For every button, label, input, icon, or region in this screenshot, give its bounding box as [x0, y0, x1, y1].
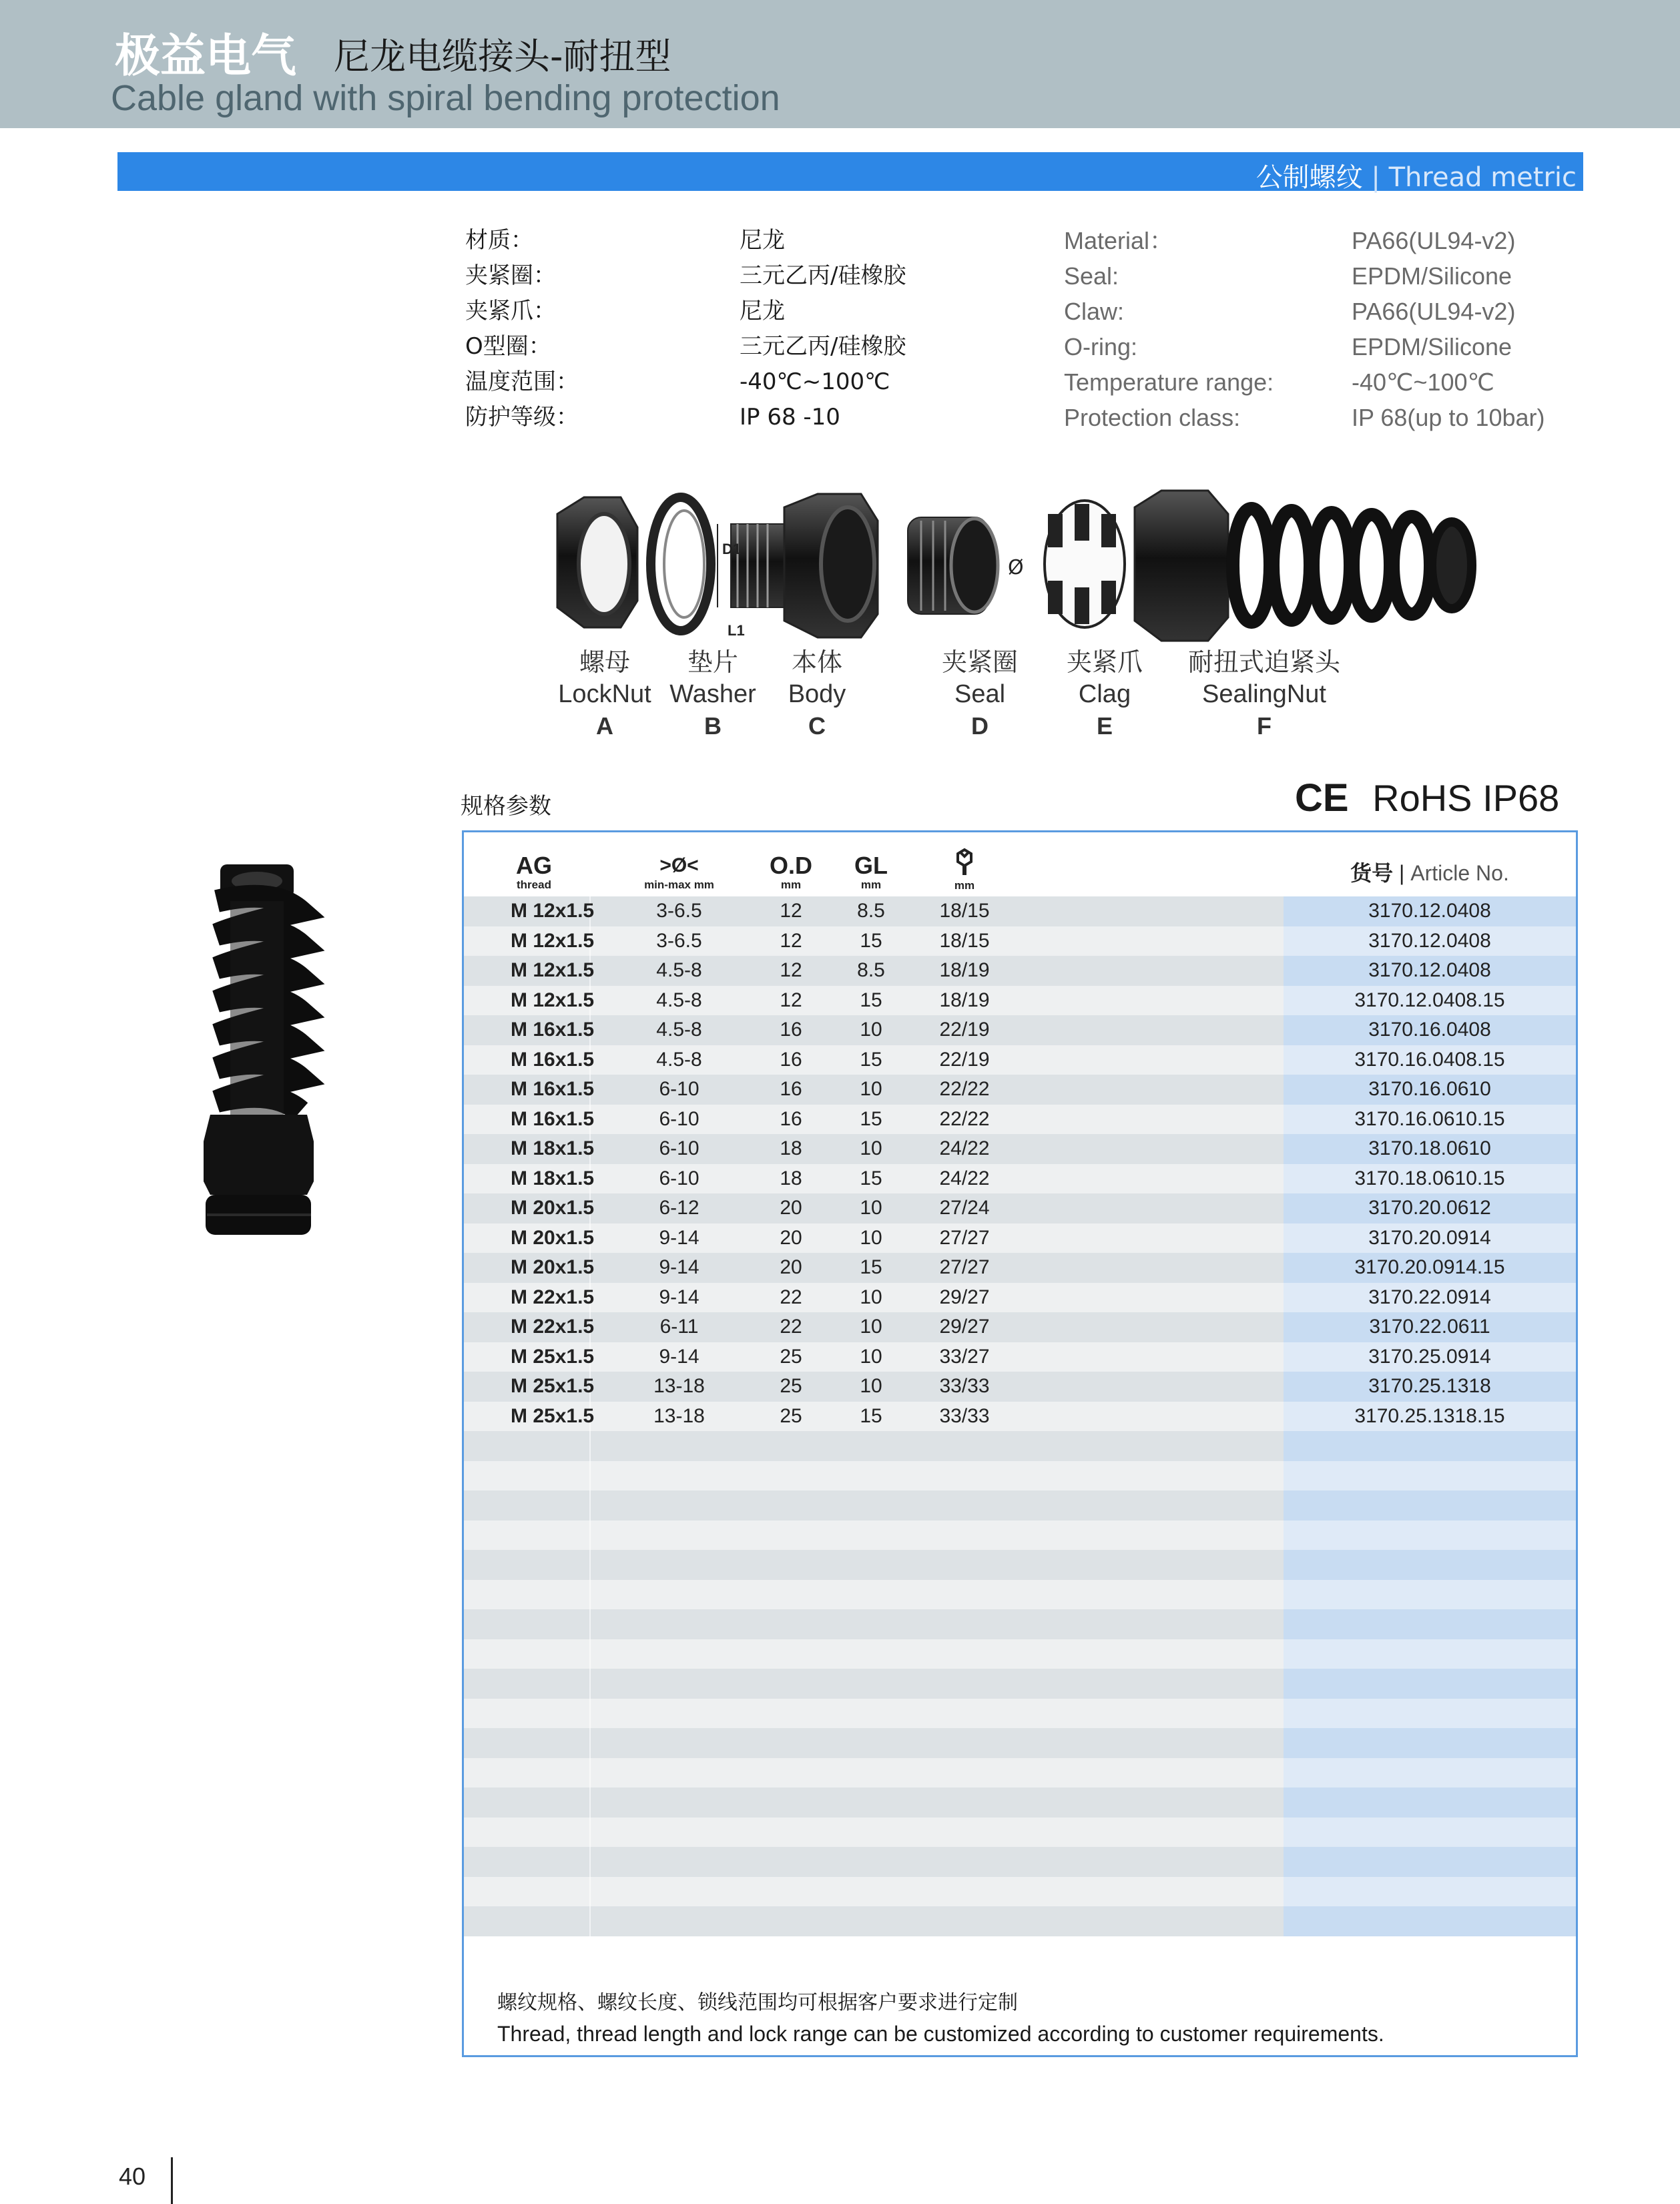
part-label-f: [1164, 646, 1364, 742]
row-wrench: 18/15: [939, 900, 990, 922]
header-od-label: O.D: [769, 852, 812, 879]
row-range: 6-10: [659, 1078, 699, 1100]
row-wrench: 33/27: [939, 1345, 990, 1368]
header-ag: [491, 852, 577, 891]
article-column-shade: [1284, 1818, 1576, 1848]
spec-value: -40℃~100℃: [740, 368, 890, 395]
row-wrench: 18/19: [939, 989, 990, 1011]
row-wrench: 24/22: [939, 1167, 990, 1189]
article-column-shade: [1284, 1699, 1576, 1729]
table-row: [464, 1164, 1576, 1194]
row-gl: 10: [860, 1078, 882, 1100]
row-thread: M 18x1.5: [511, 1167, 595, 1189]
thread-metric-en: Thread metric: [1388, 162, 1577, 193]
row-article: 3170.16.0408.15: [1354, 1048, 1505, 1071]
row-gl: 10: [860, 1286, 882, 1308]
spec-label: 材质：: [465, 227, 533, 254]
part-cn: 螺母: [579, 647, 630, 677]
row-range: 4.5-8: [656, 1019, 702, 1041]
column-separator: [589, 1580, 591, 1610]
header-gl-label: GL: [854, 852, 888, 879]
article-column-shade: [1284, 1431, 1576, 1461]
table-row: [464, 1372, 1576, 1402]
row-article: 3170.16.0610.15: [1354, 1107, 1505, 1130]
page-number-divider: [171, 2157, 173, 2204]
row-article: 3170.12.0408.15: [1354, 989, 1505, 1011]
row-gl: 10: [860, 1019, 882, 1041]
row-od: 18: [780, 1167, 802, 1189]
row-gl: 15: [860, 989, 882, 1011]
empty-table-row: [464, 1877, 1576, 1907]
column-separator: [589, 1461, 591, 1491]
table-body: [464, 896, 1576, 1936]
row-thread: M 12x1.5: [511, 989, 595, 1011]
row-od: 20: [780, 1256, 802, 1278]
spec-labels-en: [1064, 223, 1274, 435]
seal-shape: [908, 517, 1024, 614]
row-od: 25: [780, 1345, 802, 1368]
table-row: [464, 1134, 1576, 1164]
table-header: [464, 832, 1576, 896]
spec-label: 夹紧圈：: [465, 262, 556, 289]
row-od: 16: [780, 1107, 802, 1130]
row-od: 12: [780, 900, 802, 922]
row-article: 3170.20.0914.15: [1354, 1256, 1505, 1278]
column-separator: [589, 1609, 591, 1639]
row-od: 12: [780, 989, 802, 1011]
part-letter: E: [1096, 712, 1113, 740]
row-od: 16: [780, 1019, 802, 1041]
table-row: [464, 1105, 1576, 1135]
empty-table-row: [464, 1699, 1576, 1729]
row-gl: 15: [860, 1107, 882, 1130]
page-header: [0, 0, 1680, 128]
table-row: [464, 1253, 1576, 1283]
part-letter: B: [704, 712, 722, 740]
header-article-cn: 货号: [1350, 860, 1394, 886]
row-article: 3170.20.0914: [1368, 1226, 1491, 1249]
part-cn: 耐扭式迫紧头: [1187, 647, 1340, 677]
column-separator: [589, 1521, 591, 1551]
row-gl: 10: [860, 1375, 882, 1397]
empty-table-row: [464, 1787, 1576, 1818]
row-thread: M 16x1.5: [511, 1048, 595, 1071]
table-row: [464, 956, 1576, 986]
row-wrench: 22/22: [939, 1078, 990, 1100]
row-range: 6-10: [659, 1107, 699, 1130]
ce-mark: CE: [1295, 776, 1349, 820]
thread-metric-sep: |: [1371, 162, 1380, 193]
row-range: 9-14: [659, 1286, 699, 1308]
spec-label: Temperature range:: [1064, 368, 1274, 396]
row-gl: 8.5: [857, 900, 885, 922]
locknut-shape: [557, 497, 637, 627]
row-thread: M 18x1.5: [511, 1137, 595, 1159]
part-cn: 本体: [791, 647, 842, 677]
spec-table: [462, 830, 1578, 2057]
row-article: 3170.22.0611: [1369, 1316, 1490, 1338]
empty-table-row: [464, 1847, 1576, 1877]
row-thread: M 16x1.5: [511, 1107, 595, 1130]
diameter-symbol: Ø: [1008, 556, 1024, 579]
row-range: 9-14: [659, 1345, 699, 1368]
header-od-sub: mm: [780, 878, 802, 891]
empty-table-row: [464, 1431, 1576, 1461]
table-row: [464, 1075, 1576, 1105]
row-thread: M 25x1.5: [511, 1345, 595, 1368]
row-thread: M 25x1.5: [511, 1375, 595, 1397]
empty-table-row: [464, 1490, 1576, 1521]
article-column-shade: [1284, 1758, 1576, 1788]
row-wrench: 33/33: [939, 1375, 990, 1397]
header-wrench: [918, 847, 1011, 892]
row-gl: 15: [860, 929, 882, 952]
empty-table-row: [464, 1906, 1576, 1936]
row-thread: M 22x1.5: [511, 1286, 595, 1308]
header-od: [758, 852, 824, 891]
empty-table-row: [464, 1521, 1576, 1551]
row-thread: M 12x1.5: [511, 959, 595, 981]
spec-label: Claw:: [1064, 298, 1125, 325]
part-label-e: [1038, 646, 1171, 742]
header-wrench-sub: mm: [954, 879, 975, 892]
article-column-shade: [1284, 1580, 1576, 1610]
row-wrench: 29/27: [939, 1316, 990, 1338]
row-article: 3170.18.0610: [1368, 1137, 1491, 1159]
empty-table-row: [464, 1461, 1576, 1491]
spec-value: 尼龙: [740, 227, 785, 254]
table-title: 规格参数: [461, 793, 551, 820]
row-wrench: 24/22: [939, 1137, 990, 1159]
article-column-shade: [1284, 1669, 1576, 1699]
row-range: 4.5-8: [656, 989, 702, 1011]
row-range: 9-14: [659, 1256, 699, 1278]
empty-table-row: [464, 1728, 1576, 1758]
row-thread: M 25x1.5: [511, 1404, 595, 1427]
header-article-en: Article No.: [1410, 861, 1509, 885]
row-wrench: 27/27: [939, 1256, 990, 1278]
spec-value: 尼龙: [740, 298, 785, 324]
row-range: 6-10: [659, 1167, 699, 1189]
table-row: [464, 926, 1576, 956]
table-row: [464, 896, 1576, 926]
article-column-shade: [1284, 1847, 1576, 1877]
row-od: 16: [780, 1048, 802, 1071]
column-separator: [589, 1877, 591, 1907]
spec-value: EPDM/Silicone: [1352, 333, 1512, 360]
spec-value: EPDM/Silicone: [1352, 262, 1512, 290]
part-en: Seal: [954, 680, 1006, 708]
column-separator: [589, 1490, 591, 1521]
row-wrench: 27/24: [939, 1197, 990, 1219]
row-od: 12: [780, 929, 802, 952]
brand-name: 极益电气: [115, 30, 297, 83]
table-row: [464, 1312, 1576, 1342]
sealing-nut-shape: [1135, 491, 1472, 641]
empty-table-row: [464, 1550, 1576, 1580]
title-english: Cable gland with spiral bending protection: [111, 78, 780, 118]
row-thread: M 20x1.5: [511, 1226, 595, 1249]
column-separator: [589, 1431, 591, 1461]
thread-metric-cn: 公制螺纹: [1255, 162, 1363, 193]
row-gl: 15: [860, 1048, 882, 1071]
table-row: [464, 986, 1576, 1016]
row-range: 4.5-8: [656, 959, 702, 981]
row-article: 3170.12.0408: [1368, 959, 1491, 981]
table-row: [464, 1402, 1576, 1432]
row-od: 16: [780, 1078, 802, 1100]
row-thread: M 12x1.5: [511, 929, 595, 952]
spec-values-en: [1352, 223, 1545, 435]
row-article: 3170.12.0408: [1368, 900, 1491, 922]
row-od: 22: [780, 1286, 802, 1308]
spec-value: IP 68 -10: [740, 404, 840, 431]
spec-value: 三元乙丙/硅橡胶: [740, 262, 906, 289]
row-wrench: 18/15: [939, 929, 990, 952]
note-chinese: 螺纹规格、螺纹长度、锁线范围均可根据客户要求进行定制: [497, 1991, 1018, 2014]
d1-label: D1: [722, 541, 742, 557]
article-column-shade: [1284, 1906, 1576, 1936]
clag-shape: [1045, 501, 1125, 627]
spec-label: Protection class:: [1064, 404, 1241, 431]
row-article: 3170.12.0408: [1368, 929, 1491, 952]
body-shape: [718, 494, 878, 639]
row-article: 3170.22.0914: [1368, 1286, 1491, 1308]
row-wrench: 22/19: [939, 1048, 990, 1071]
header-range-label: >Ø<: [659, 854, 699, 876]
row-thread: M 20x1.5: [511, 1256, 595, 1278]
part-cn: 垫片: [687, 647, 738, 677]
table-row: [464, 1193, 1576, 1223]
row-article: 3170.18.0610.15: [1354, 1167, 1505, 1189]
row-article: 3170.25.1318.15: [1354, 1404, 1505, 1427]
table-row: [464, 1342, 1576, 1372]
spec-labels-cn: [465, 223, 579, 435]
row-range: 13-18: [653, 1404, 705, 1427]
spec-value: -40℃~100℃: [1352, 368, 1494, 396]
row-range: 13-18: [653, 1375, 705, 1397]
row-gl: 10: [860, 1226, 882, 1249]
row-range: 9-14: [659, 1226, 699, 1249]
row-range: 4.5-8: [656, 1048, 702, 1071]
spec-label: 夹紧爪：: [465, 298, 556, 324]
part-letter: F: [1257, 712, 1272, 740]
column-separator: [589, 1669, 591, 1699]
spec-value: 三元乙丙/硅橡胶: [740, 333, 906, 360]
row-article: 3170.16.0408: [1368, 1019, 1491, 1041]
title-chinese: 尼龙电缆接头-耐扭型: [334, 35, 671, 77]
certifications: [1295, 776, 1559, 820]
row-article: 3170.25.1318: [1368, 1375, 1491, 1397]
row-od: 18: [780, 1137, 802, 1159]
part-en: Clag: [1078, 680, 1131, 708]
row-article: 3170.20.0612: [1368, 1197, 1491, 1219]
header-range-sub: min-max mm: [644, 878, 714, 891]
spec-value: PA66(UL94-v2): [1352, 298, 1516, 325]
part-label-d: [913, 646, 1047, 742]
table-row: [464, 1223, 1576, 1254]
header-ag-sub: thread: [517, 878, 551, 891]
row-thread: M 20x1.5: [511, 1197, 595, 1219]
empty-table-row: [464, 1609, 1576, 1639]
column-separator: [589, 1758, 591, 1788]
header-gl-sub: mm: [860, 878, 882, 891]
row-od: 12: [780, 959, 802, 981]
row-thread: M 22x1.5: [511, 1316, 595, 1338]
part-label-c: [750, 646, 884, 742]
thread-metric-bar: [117, 152, 1583, 191]
spec-value: PA66(UL94-v2): [1352, 227, 1516, 254]
row-range: 6-10: [659, 1137, 699, 1159]
row-wrench: 33/33: [939, 1404, 990, 1427]
row-wrench: 18/19: [939, 959, 990, 981]
article-column-shade: [1284, 1490, 1576, 1521]
row-article: 3170.16.0610: [1368, 1078, 1491, 1100]
article-column-shade: [1284, 1728, 1576, 1758]
header-range: [624, 852, 734, 891]
row-wrench: 22/19: [939, 1019, 990, 1041]
column-separator: [589, 1639, 591, 1669]
column-separator: [589, 1699, 591, 1729]
page-number: 40: [119, 2163, 146, 2190]
row-wrench: 27/27: [939, 1226, 990, 1249]
part-letter: C: [808, 712, 826, 740]
row-range: 6-11: [659, 1316, 699, 1338]
row-thread: M 12x1.5: [511, 900, 595, 922]
washer-shape: [651, 497, 711, 631]
row-od: 22: [780, 1316, 802, 1338]
row-gl: 15: [860, 1256, 882, 1278]
table-row: [464, 1283, 1576, 1313]
part-letter: A: [596, 712, 613, 740]
row-gl: 8.5: [857, 959, 885, 981]
article-column-shade: [1284, 1609, 1576, 1639]
empty-table-row: [464, 1669, 1576, 1699]
part-cn: 夹紧爪: [1066, 647, 1143, 677]
ip-mark: IP68: [1482, 777, 1560, 819]
row-range: 3-6.5: [656, 929, 702, 952]
article-column-shade: [1284, 1877, 1576, 1907]
part-letter: D: [971, 712, 989, 740]
note-english: Thread, thread length and lock range can be customized according to customer requirements.: [497, 2022, 1384, 2046]
column-separator: [589, 1847, 591, 1877]
part-cn: 夹紧圈: [941, 647, 1018, 677]
row-thread: M 16x1.5: [511, 1019, 595, 1041]
row-wrench: 29/27: [939, 1286, 990, 1308]
spec-label: O-ring:: [1064, 333, 1138, 360]
empty-table-row: [464, 1580, 1576, 1610]
header-article-sep: |: [1399, 861, 1405, 885]
header-gl: [838, 852, 904, 891]
row-od: 20: [780, 1226, 802, 1249]
spec-label: Seal:: [1064, 262, 1119, 290]
row-range: 6-12: [659, 1197, 699, 1219]
column-separator: [589, 1906, 591, 1936]
part-en: Body: [788, 680, 846, 708]
table-row: [464, 1015, 1576, 1045]
article-column-shade: [1284, 1521, 1576, 1551]
l1-label: L1: [728, 622, 745, 639]
wrench-icon: [951, 847, 978, 876]
article-column-shade: [1284, 1461, 1576, 1491]
row-gl: 10: [860, 1316, 882, 1338]
empty-table-row: [464, 1818, 1576, 1848]
row-od: 20: [780, 1197, 802, 1219]
row-range: 3-6.5: [656, 900, 702, 922]
spec-label: 防护等级：: [465, 404, 579, 431]
spec-label: Material：: [1064, 227, 1174, 254]
table-row: [464, 1045, 1576, 1075]
row-od: 25: [780, 1404, 802, 1427]
column-separator: [589, 1550, 591, 1580]
part-en: SealingNut: [1202, 680, 1326, 708]
row-gl: 10: [860, 1197, 882, 1219]
header-article: [1284, 856, 1576, 887]
exploded-parts-illustration: [547, 487, 1515, 647]
row-thread: M 16x1.5: [511, 1078, 595, 1100]
row-article: 3170.25.0914: [1368, 1345, 1491, 1368]
part-en: Washer: [669, 680, 756, 708]
row-od: 25: [780, 1375, 802, 1397]
article-column-shade: [1284, 1639, 1576, 1669]
column-separator: [589, 1728, 591, 1758]
article-column-shade: [1284, 1787, 1576, 1818]
empty-table-row: [464, 1758, 1576, 1788]
product-image: [194, 861, 327, 1248]
spec-values-cn: [740, 223, 906, 435]
row-wrench: 22/22: [939, 1107, 990, 1130]
row-gl: 15: [860, 1167, 882, 1189]
spec-label: 温度范围：: [465, 368, 579, 395]
column-separator: [589, 1818, 591, 1848]
spec-value: IP 68(up to 10bar): [1352, 404, 1545, 431]
row-gl: 10: [860, 1345, 882, 1368]
rohs-mark: RoHS: [1372, 777, 1472, 819]
row-gl: 15: [860, 1404, 882, 1427]
column-separator: [589, 1787, 591, 1818]
header-ag-label: AG: [516, 852, 552, 879]
empty-table-row: [464, 1639, 1576, 1669]
part-en: LockNut: [558, 680, 651, 708]
article-column-shade: [1284, 1550, 1576, 1580]
spec-label: O型圈：: [465, 333, 551, 360]
row-gl: 10: [860, 1137, 882, 1159]
